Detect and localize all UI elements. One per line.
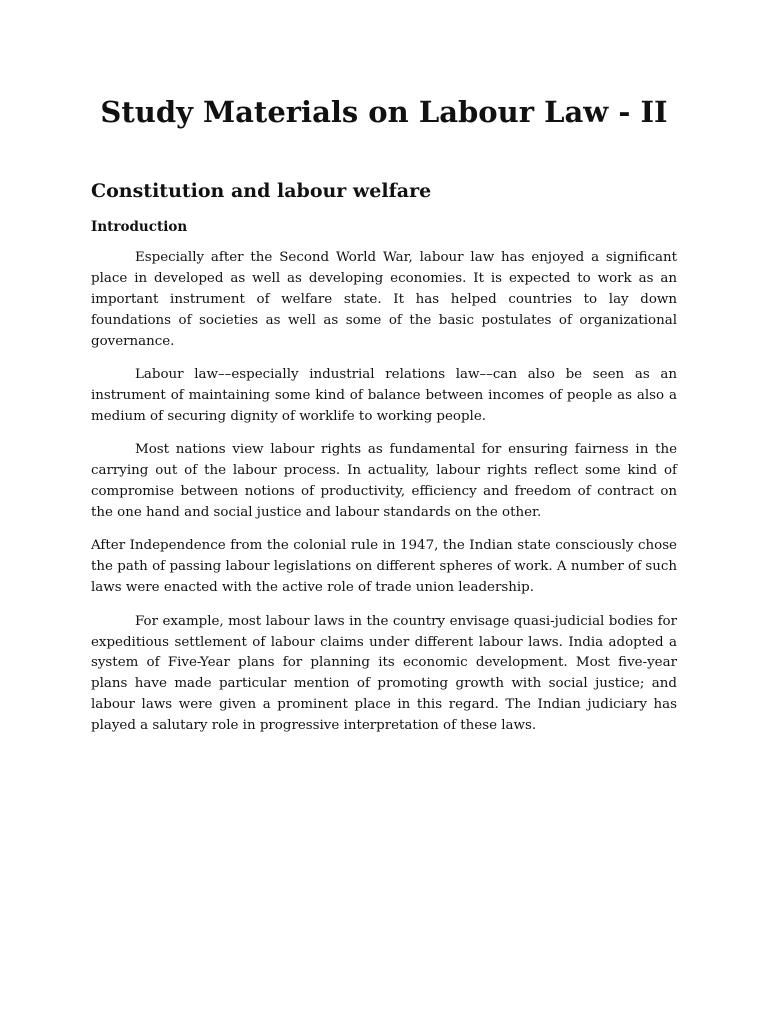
paragraph-1: Especially after the Second World War, labour law has enjoyed a significant place in developed as well as developing economies. It is expected to work as an important instrument of welfare state. It has helped countries to lay down foundations of societies as well as some of the basic postulates of organizational governance. [91,250,677,349]
sub-heading-introduction: Introduction [91,219,188,235]
document-body [91,176,677,750]
paragraph-5: For example, most labour laws in the country envisage quasi-judicial bodies for expeditious settlement of labour claims under different labour laws. India adopted a system of Five-Year plans for planning its economic development. Most five-year plans have made particular mention of promoting growth with social justice; and labour laws were given a prominent place in this regard. The Indian judiciary has played a salutary role in progressive interpretation of these laws. [91,613,677,734]
paragraph-2: Labour law––especially industrial relations law––can also be seen as an instrument of maintaining some kind of balance between incomes of people as also a medium of securing dignity of worklife to working people. [91,367,677,424]
paragraph-3: Most nations view labour rights as fundamental for ensuring fairness in the carrying out of the labour process. In actuality, labour rights reflect some kind of compromise between notions of productivity, efficiency and freedom of contract on the one hand and social justice and labour standards on the other. [91,442,677,520]
document-title: Study Materials on Labour Law - II [100,95,668,129]
paragraph-4: After Independence from the colonial rule in 1947, the Indian state consciously chose the path of passing labour legislations on different spheres of work. A number of such laws were enacted with the active role of trade union leadership. [91,538,677,596]
section-heading: Constitution and labour welfare [91,180,432,202]
